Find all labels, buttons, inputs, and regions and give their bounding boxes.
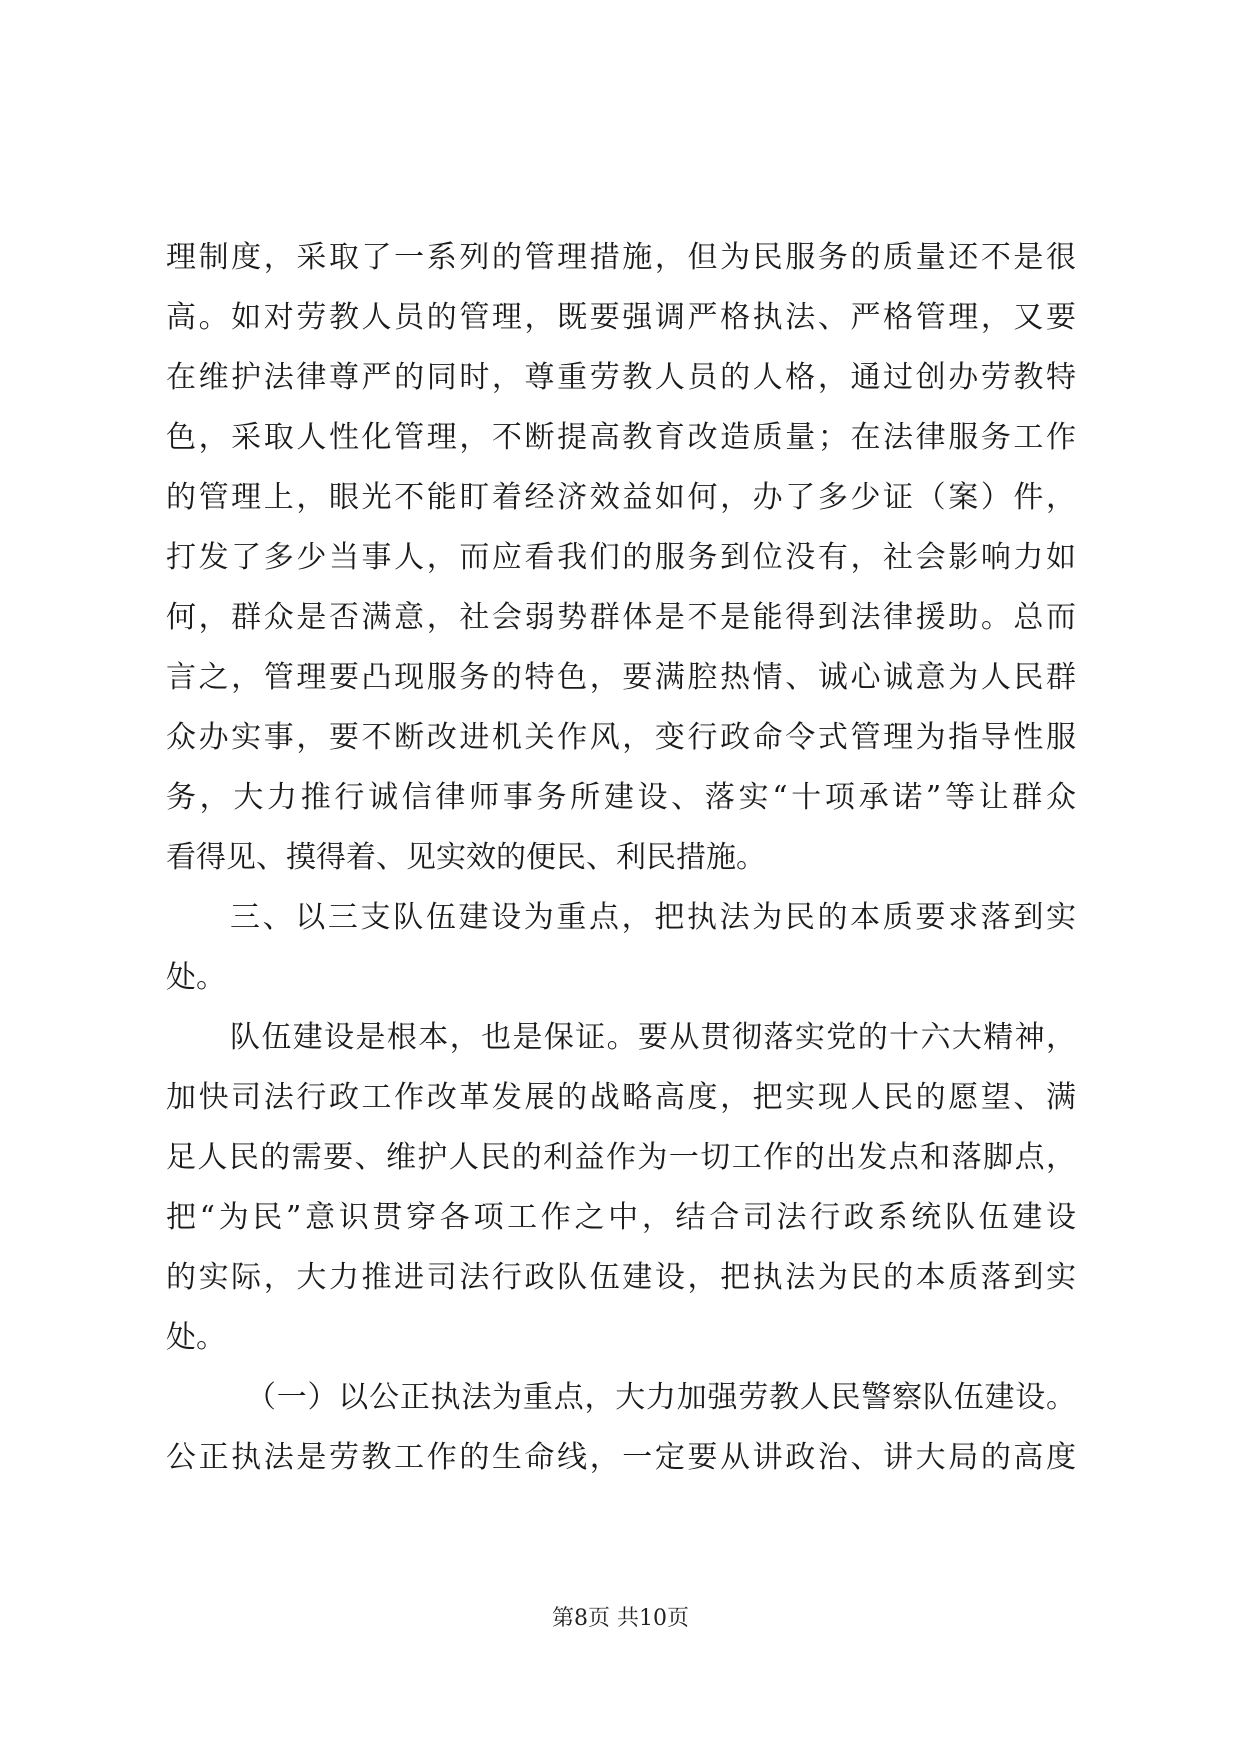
text-line: 打发了多少当事人，而应看我们的服务到位没有，社会影响力如 (166, 540, 1076, 575)
text-line: 言之，管理要凸现服务的特色，要满腔热情、诚心诚意为人民群 (166, 660, 1076, 695)
text-line: 何，群众是否满意，社会弱势群体是不是能得到法律援助。总而 (166, 600, 1076, 635)
text-line: 看得见、摸得着、见实效的便民、利民措施。 (166, 840, 766, 875)
text-line: 把“为民”意识贯穿各项工作之中，结合司法行政系统队伍建设 (166, 1200, 1076, 1235)
text-line: 众办实事，要不断改进机关作风，变行政命令式管理为指导性服 (166, 720, 1076, 755)
text-line: 的管理上，眼光不能盯着经济效益如何，办了多少证（案）件， (166, 480, 1076, 515)
subsection-heading: （一）以公正执法为重点，大力加强劳教人民警察队伍建设。 (246, 1380, 1076, 1415)
text-line: 处。 (166, 960, 226, 995)
text-line: 色，采取人性化管理，不断提高教育改造质量；在法律服务工作 (166, 420, 1076, 455)
text-line: 高。如对劳教人员的管理，既要强调严格执法、严格管理，又要 (166, 300, 1076, 335)
text-line: 处。 (166, 1320, 226, 1355)
text-line: 公正执法是劳教工作的生命线，一定要从讲政治、讲大局的高度 (166, 1440, 1076, 1475)
body-text (166, 228, 1076, 1488)
section-heading: 三、以三支队伍建设为重点，把执法为民的本质要求落到实 (230, 900, 1076, 935)
text-line: 足人民的需要、维护人民的利益作为一切工作的出发点和落脚点， (166, 1140, 1076, 1175)
text-line: 务，大力推行诚信律师事务所建设、落实“十项承诺”等让群众 (166, 780, 1076, 815)
paragraph-start: 队伍建设是根本，也是保证。要从贯彻落实党的十六大精神， (230, 1020, 1076, 1055)
page-footer: 第8页 共10页 (552, 1606, 689, 1631)
text-line: 的实际，大力推进司法行政队伍建设，把执法为民的本质落到实 (166, 1260, 1076, 1295)
text-line: 理制度，采取了一系列的管理措施，但为民服务的质量还不是很 (166, 240, 1076, 275)
text-line: 在维护法律尊严的同时，尊重劳教人员的人格，通过创办劳教特 (166, 360, 1076, 395)
text-line: 加快司法行政工作改革发展的战略高度，把实现人民的愿望、满 (166, 1080, 1076, 1115)
